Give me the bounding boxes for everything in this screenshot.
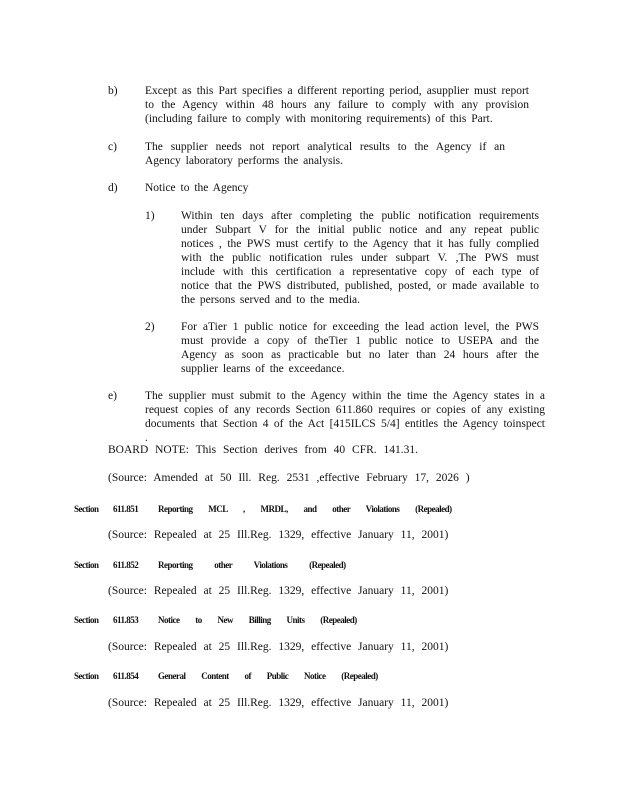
subitem-text-1: Within ten days after completing the public notification requirements under Subpart V for the initial public notice and any repeat public notices , the PWS must certify to the Agency that it has fully complied with the public notification rules under subpart V. ,The PWS must include with this certification a representative copy of each type of notice that the PWS distributed, published, posted, or made available to the persons served and to the media.	[181, 210, 539, 306]
item-text-e: The supplier must submit to the Agency within the time the Agency states in a request copies of any records Section 611.860 requires or copies of any existing documents that Section 4 of the Act [415ILCS 5/4] entitles the Agency toinspect .	[145, 390, 545, 444]
section-title: Notice to New Billing Units (Repealed)	[158, 615, 357, 625]
subitem-label-1: 1)	[145, 210, 155, 222]
item-text-c: The supplier needs not report analytical results to the Agency if an Agency laboratory performs the analysis.	[145, 141, 505, 167]
section-word: Section	[74, 560, 99, 570]
section-word: Section	[74, 671, 99, 681]
section-number: 611.851	[113, 504, 139, 514]
section-number: 611.854	[113, 671, 139, 681]
section-number: 611.853	[113, 615, 139, 625]
subitem-text-2: For aTier 1 public notice for exceeding the lead action level, the PWS must provide a copy of theTier 1 public notice to USEPA and the Agency as soon as practicable but no later than 24 hours after the supplier learns of the exceedance.	[181, 321, 539, 375]
item-label-c: c)	[108, 141, 117, 153]
item-label-e: e)	[108, 390, 117, 402]
item-label-b: b)	[108, 85, 118, 97]
section-source-611-852: (Source: Repealed at 25 Ill.Reg. 1329, effective January 11, 2001)	[108, 585, 449, 597]
section-title: General Content of Public Notice (Repealed)	[158, 671, 378, 681]
item-label-d: d)	[108, 182, 118, 194]
section-source-611-854: (Source: Repealed at 25 Ill.Reg. 1329, effective January 11, 2001)	[108, 697, 449, 709]
section-number: 611.852	[113, 560, 139, 570]
section-title: Reporting MCL , MRDL, and other Violations (Repealed)	[158, 504, 452, 514]
section-word: Section	[74, 615, 99, 625]
item-text-b: Except as this Part specifies a different reporting period, asupplier must report to the Agency within 48 hours any failure to comply with any provision (including failure to comply with monitoring requirements) of this Part.	[145, 85, 529, 125]
subitem-label-2: 2)	[145, 321, 155, 333]
board-note: BOARD NOTE: This Section derives from 40 CFR. 141.31.	[108, 444, 419, 456]
section-source-611-853: (Source: Repealed at 25 Ill.Reg. 1329, effective January 11, 2001)	[108, 641, 449, 653]
source-amended: (Source: Amended at 50 Ill. Reg. 2531 ,effective February 17, 2026 )	[108, 472, 470, 484]
section-title: Reporting other Violations (Repealed)	[158, 560, 346, 570]
section-source-611-851: (Source: Repealed at 25 Ill.Reg. 1329, effective January 11, 2001)	[108, 529, 449, 541]
section-word: Section	[74, 504, 99, 514]
item-text-d: Notice to the Agency	[145, 182, 249, 194]
